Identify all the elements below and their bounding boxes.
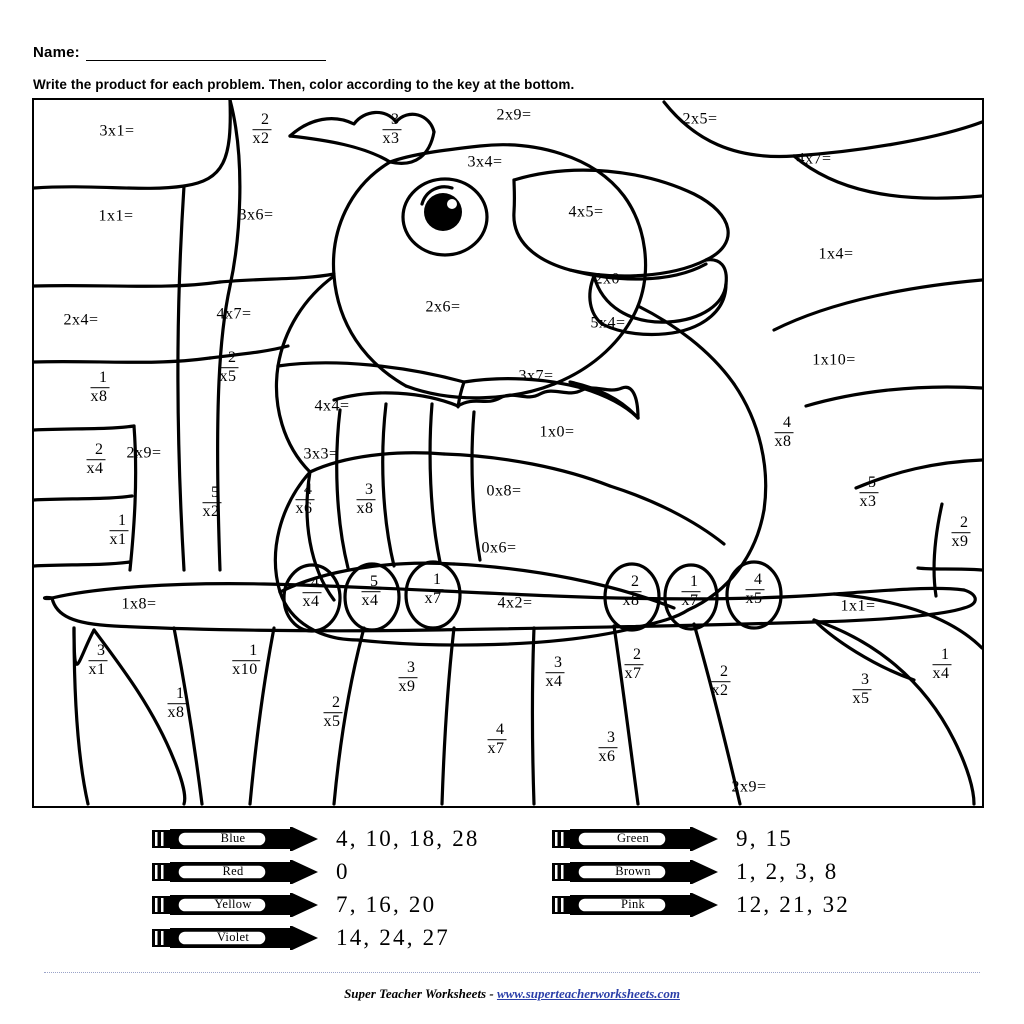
problem-multiplicand: 1 [690, 573, 699, 591]
math-problem[interactable]: 2x6= [425, 298, 461, 316]
problem-multiplicand: 3 [365, 481, 374, 499]
math-problem[interactable] [853, 672, 872, 708]
crayon-product-values: 1, 2, 3, 8 [736, 858, 839, 884]
math-problem[interactable]: 4x7= [216, 305, 252, 323]
math-problem[interactable]: 4x4= [314, 397, 350, 415]
problem-multiplicand: 2 [720, 663, 729, 681]
problem-multiplicand: 3 [407, 659, 416, 677]
problem-multiplier: x6 [598, 748, 616, 765]
problem-multiplier: x4 [361, 592, 379, 609]
problem-multiplier: x4 [932, 665, 950, 682]
crayon-product-values: 0 [336, 858, 350, 884]
math-problem[interactable] [296, 482, 315, 518]
math-problem[interactable] [546, 655, 565, 691]
problem-multiplicand: 2 [631, 573, 640, 591]
problem-multiplier: x4 [545, 673, 563, 690]
problem-multiplicand: 3 [391, 111, 400, 129]
color-key-row [550, 822, 950, 855]
math-problem[interactable] [203, 485, 222, 521]
math-problem[interactable]: 1x8= [121, 595, 157, 613]
footer-text: Super Teacher Worksheets - [344, 986, 497, 1001]
problem-multiplier: x7 [681, 592, 699, 609]
math-problem[interactable]: 2x5= [682, 110, 718, 128]
problem-multiplicand: 3 [607, 729, 616, 747]
problem-multiplier: x2 [711, 682, 729, 699]
crayon-icon [550, 893, 720, 917]
footer-divider [44, 972, 980, 973]
problem-multiplier: x3 [382, 130, 400, 147]
instructions-text: Write the product for each problem. Then, color according to the key at the bottom. [33, 77, 575, 92]
problem-multiplicand: 1 [118, 512, 127, 530]
problem-multiplier: x9 [398, 678, 416, 695]
problem-multiplier: x8 [774, 433, 792, 450]
math-problem[interactable]: 1x4= [818, 245, 854, 263]
crayon-product-values: 9, 15 [736, 825, 793, 851]
math-problem[interactable] [488, 722, 507, 758]
color-key-right-column [550, 822, 950, 921]
problem-multiplicand: 1 [249, 642, 258, 660]
problem-multiplier: x2 [252, 130, 270, 147]
problem-multiplicand: 4 [754, 571, 763, 589]
problem-multiplier: x5 [219, 368, 237, 385]
math-problem[interactable]: 4x7= [796, 150, 832, 168]
math-problem[interactable] [220, 350, 239, 386]
math-problem[interactable] [362, 574, 381, 610]
math-problem[interactable] [383, 112, 402, 148]
problem-multiplicand: 2 [261, 111, 270, 129]
math-problem[interactable]: 1x0= [539, 423, 575, 441]
problem-multiplicand: 2 [633, 646, 642, 664]
math-problem[interactable]: 3x1= [99, 122, 135, 140]
name-label: Name: [33, 44, 80, 61]
problem-multiplicand: 3 [97, 642, 106, 660]
crayon-color-name: Green [616, 830, 650, 845]
problem-multiplier: x1 [88, 661, 106, 678]
math-problem[interactable]: 2x4= [63, 311, 99, 329]
name-field-row [33, 44, 326, 61]
color-key-row [150, 888, 550, 921]
math-problem[interactable]: 1x1= [840, 597, 876, 615]
math-problem[interactable] [623, 574, 642, 610]
math-problem[interactable]: 3x7= [518, 367, 554, 385]
crayon-icon [550, 860, 720, 884]
math-problem[interactable] [357, 482, 376, 518]
problem-multiplicand: 1 [176, 685, 185, 703]
problem-multiplicand: 4 [783, 414, 792, 432]
problem-multiplier: x5 [745, 590, 763, 607]
problem-multiplicand: 5 [211, 484, 220, 502]
math-problem[interactable]: 0x6= [481, 539, 517, 557]
math-problem[interactable] [87, 442, 106, 478]
crayon-icon [150, 860, 320, 884]
crayon-icon [150, 893, 320, 917]
color-key-row [550, 888, 950, 921]
math-problem[interactable]: 4x2= [497, 594, 533, 612]
math-problem[interactable] [399, 660, 418, 696]
math-problem[interactable] [599, 730, 618, 766]
problem-multiplicand: 4 [304, 481, 313, 499]
math-problem[interactable]: 3x4= [467, 153, 503, 171]
crayon-product-values: 12, 21, 32 [736, 891, 850, 917]
math-problem[interactable] [232, 643, 260, 679]
problem-multiplicand: 2 [228, 349, 237, 367]
color-key-left-column [150, 822, 550, 954]
problem-multiplier: x4 [302, 593, 320, 610]
problem-multiplicand: 5 [370, 573, 379, 591]
math-problem[interactable] [860, 475, 879, 511]
problem-multiplier: x5 [852, 690, 870, 707]
footer [0, 986, 1024, 1002]
math-problem[interactable]: 0x8= [486, 482, 522, 500]
problem-multiplicand: 1 [433, 571, 442, 589]
problem-multiplier: x9 [951, 533, 969, 550]
coloring-picture-frame [32, 98, 984, 808]
problem-multiplier: x8 [90, 388, 108, 405]
math-problem[interactable]: 2x0= [594, 270, 630, 288]
math-problem[interactable] [682, 574, 701, 610]
problem-multiplicand: 5 [868, 474, 877, 492]
color-key [150, 822, 950, 957]
math-problem[interactable] [168, 686, 187, 722]
math-problem[interactable]: 1x10= [812, 351, 856, 369]
crayon-color-name: Red [222, 863, 244, 878]
math-problem[interactable] [625, 647, 644, 683]
problem-multiplier: x8 [356, 500, 374, 517]
problem-multiplicand: 4 [496, 721, 505, 739]
problem-multiplier: x7 [424, 590, 442, 607]
math-problem[interactable] [89, 643, 108, 679]
color-key-row [150, 822, 550, 855]
crayon-product-values: 7, 16, 20 [336, 891, 437, 917]
crayon-icon [150, 926, 320, 950]
problem-multiplier: x8 [622, 592, 640, 609]
problem-multiplier: x10 [232, 661, 258, 678]
math-problem[interactable] [303, 575, 322, 611]
problem-multiplier: x7 [624, 665, 642, 682]
problem-multiplicand: 1 [99, 369, 108, 387]
name-input-line[interactable] [86, 46, 326, 61]
crayon-product-values: 4, 10, 18, 28 [336, 825, 480, 851]
math-problem[interactable] [324, 695, 343, 731]
footer-link[interactable]: www.superteacherworksheets.com [496, 986, 680, 1001]
crayon-color-name: Blue [220, 830, 246, 845]
math-problem[interactable]: 2x9= [731, 778, 767, 796]
math-problem[interactable] [253, 112, 272, 148]
crayon-product-values: 14, 24, 27 [336, 924, 450, 950]
math-problem[interactable]: 3x3= [303, 445, 339, 463]
math-problem[interactable] [933, 647, 952, 683]
math-problem[interactable]: 5x4= [590, 314, 626, 332]
math-problem[interactable] [91, 370, 110, 406]
math-problem[interactable] [746, 572, 765, 608]
math-problem[interactable] [712, 664, 731, 700]
color-key-row [550, 855, 950, 888]
crayon-color-name: Violet [216, 929, 250, 944]
math-problem[interactable]: 2x9= [126, 444, 162, 462]
problem-multiplier: x1 [109, 531, 127, 548]
problem-multiplier: x4 [86, 460, 104, 477]
problem-multiplier: x3 [859, 493, 877, 510]
problem-multiplicand: 2 [95, 441, 104, 459]
math-problem[interactable]: 2x9= [496, 106, 532, 124]
problem-multiplicand: 3 [554, 654, 563, 672]
problem-multiplier: x7 [487, 740, 505, 757]
problem-multiplicand: 3 [861, 671, 870, 689]
math-problem[interactable]: 4x5= [568, 203, 604, 221]
math-problem[interactable] [425, 572, 444, 608]
crayon-color-name: Brown [615, 863, 651, 878]
problem-multiplier: x5 [323, 713, 341, 730]
math-problem[interactable] [952, 515, 971, 551]
problem-multiplier: x8 [167, 704, 185, 721]
color-key-row [150, 921, 550, 954]
math-problem[interactable]: 3x6= [238, 206, 274, 224]
math-problem[interactable] [110, 513, 129, 549]
problem-multiplicand: 4 [311, 574, 320, 592]
color-key-row [150, 855, 550, 888]
problem-multiplier: x6 [295, 500, 313, 517]
math-problem[interactable] [775, 415, 794, 451]
problem-multiplicand: 1 [941, 646, 950, 664]
problem-multiplier: x2 [202, 503, 220, 520]
math-problem[interactable]: 1x1= [98, 207, 134, 225]
crayon-color-name: Yellow [214, 896, 252, 911]
crayon-color-name: Pink [620, 896, 646, 911]
problem-multiplicand: 2 [332, 694, 341, 712]
crayon-icon [150, 827, 320, 851]
problem-multiplicand: 2 [960, 514, 969, 532]
crayon-icon [550, 827, 720, 851]
